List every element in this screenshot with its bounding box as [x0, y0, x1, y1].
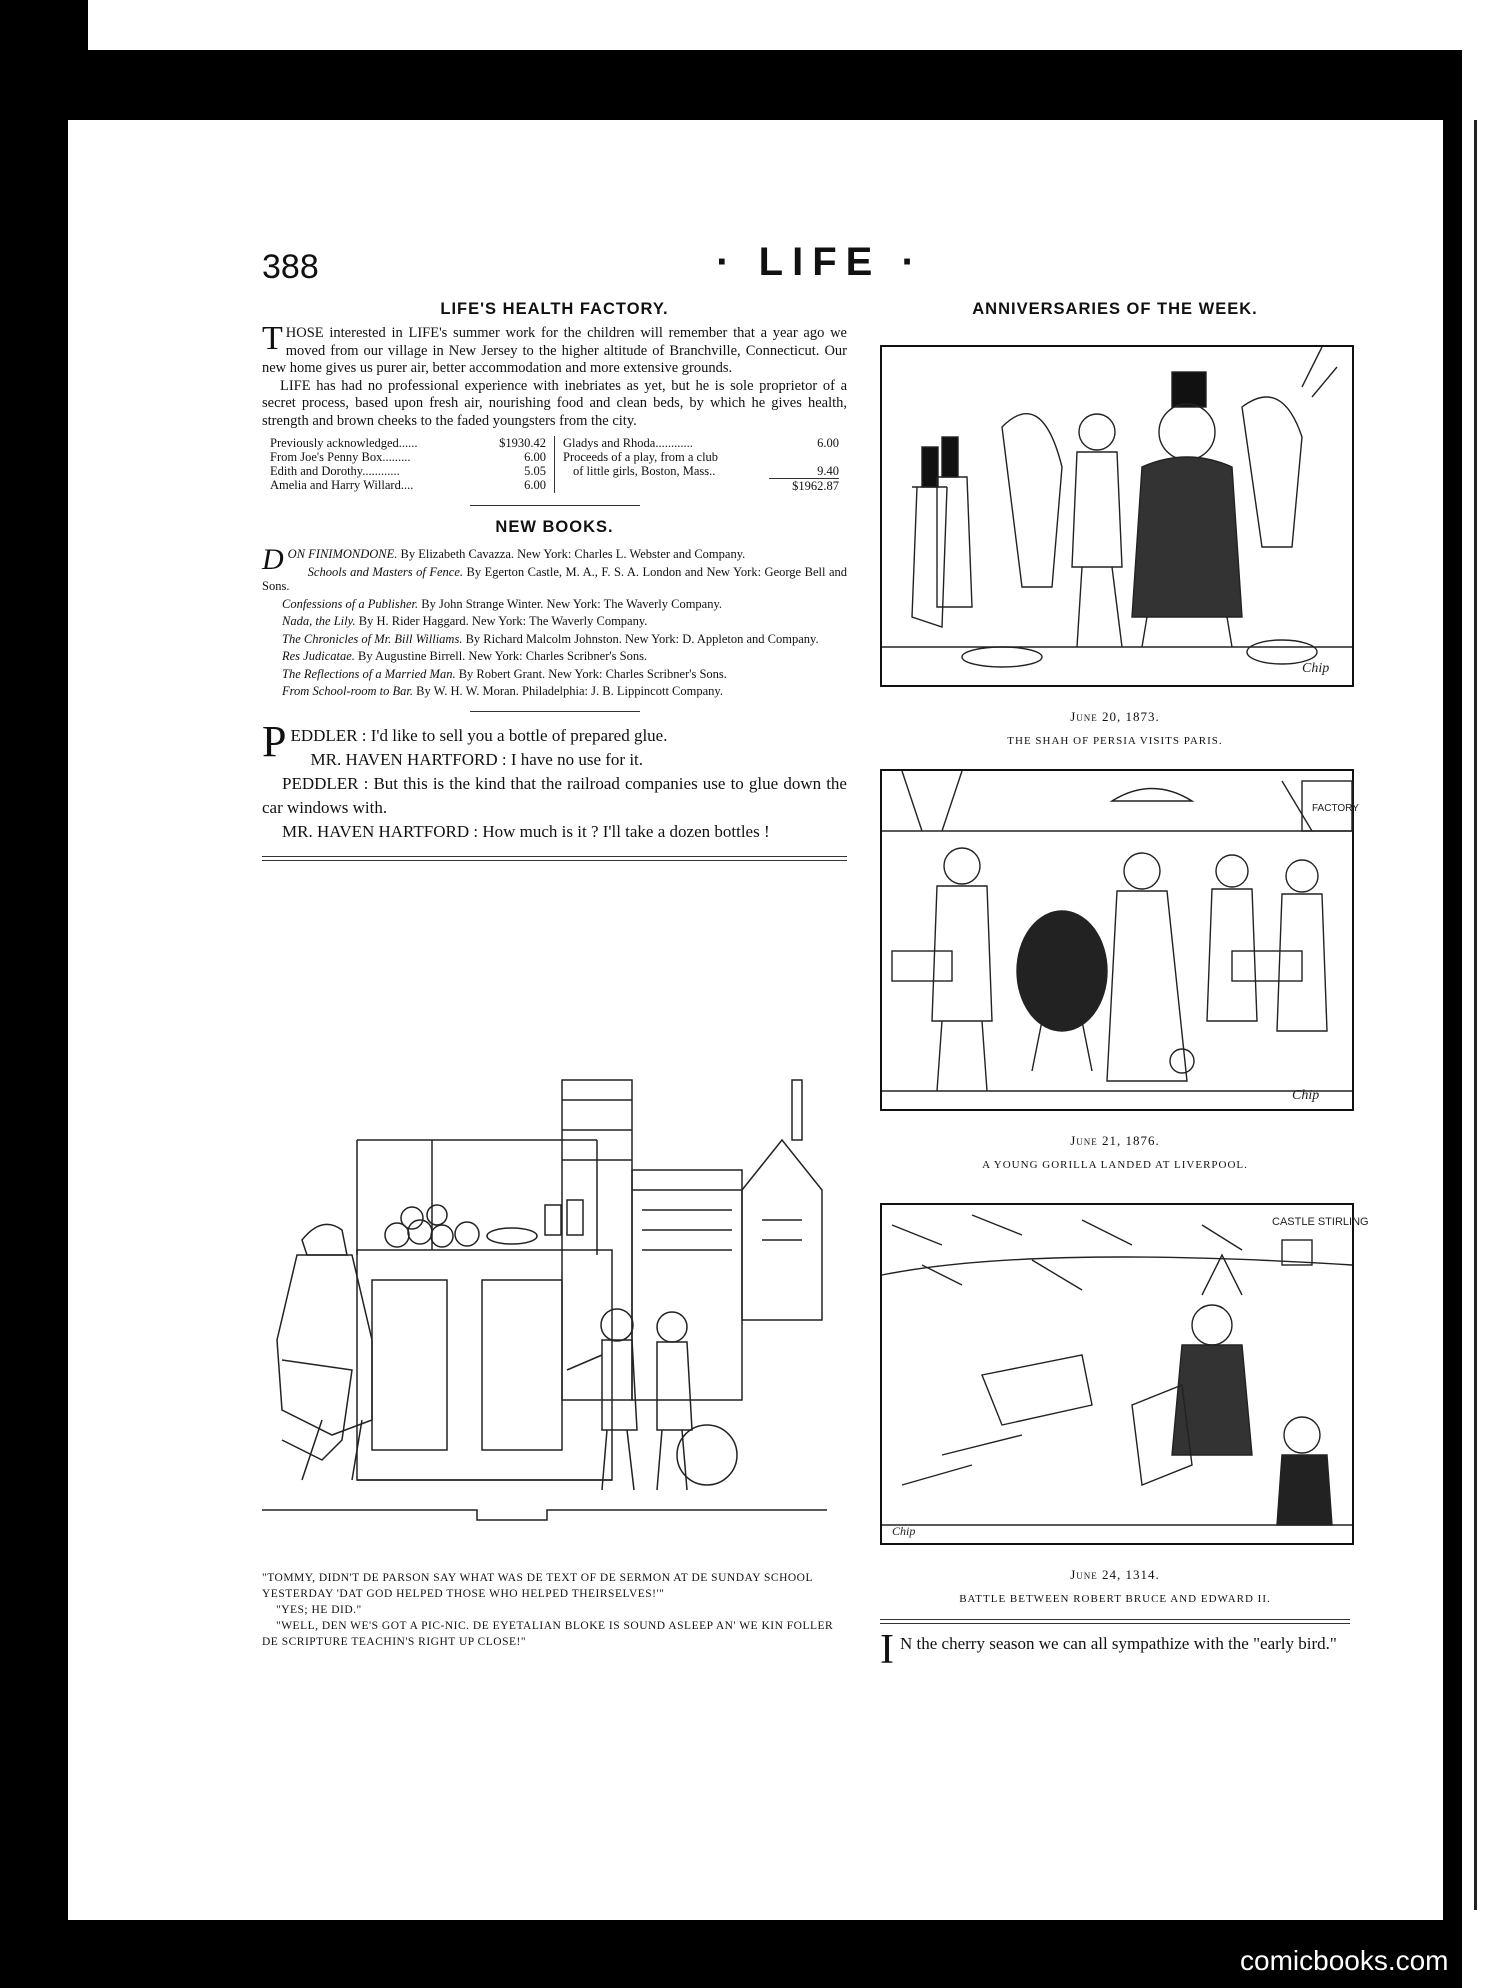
ledger-row: Amelia and Harry Willard.... 6.00 — [270, 478, 546, 492]
anniversary-date: June 20, 1873. — [1070, 709, 1160, 724]
dialogue-line: MR. HAVEN HARTFORD : I have no use for it. — [310, 749, 644, 769]
anniversary-event: A YOUNG GORILLA LANDED AT LIVERPOOL. — [982, 1159, 1248, 1171]
ledger-row: of little girls, Boston, Mass.. 9.40 — [573, 464, 839, 478]
divider — [470, 711, 640, 712]
ledger-row: Gladys and Rhoda............ 6.00 — [563, 436, 839, 450]
book-entry: Nada, the Lily. By H. Rider Haggard. New York: The Waverly Company. — [282, 614, 648, 628]
book-entry: Confessions of a Publisher. By John Strange Winter. New York: The Waverly Company. — [282, 596, 723, 611]
watermark: comicbooks.com — [1240, 1945, 1449, 1976]
shah-scene — [882, 347, 1352, 685]
cartoon-caption — [262, 1570, 847, 1650]
book-entry: The Reflections of a Married Man. By Robert Grant. New York: Charles Scribner's Sons. — [282, 666, 727, 681]
ledger-total: $1962.87 — [769, 478, 839, 493]
book-entry: DON FINIMONDONE. By Elizabeth Cavazza. New York: Charles L. Webster and Company. — [262, 543, 746, 576]
shah-illustration — [880, 345, 1354, 687]
health-factory-heading: LIFE'S HEALTH FACTORY. — [440, 300, 669, 318]
anniversary-event: BATTLE BETWEEN ROBERT BRUCE AND EDWARD II. — [959, 1593, 1271, 1605]
caption-line: "TOMMY, DIDN'T DE PARSON SAY WHAT WAS DE TEXT OF DE SERMON AT DE SUNDAY SCHOOL YESTERDAY 'DAT GOD HELPED THOSE WHO HELPED THEIRSELVES!'" — [262, 1572, 813, 1600]
book-entry: From School-room to Bar. By W. H. W. Moran. Philadelphia: J. B. Lippincott Company. — [282, 684, 723, 698]
dialogue-line: PEDDLER : I'd like to sell you a bottle of prepared glue. — [262, 716, 668, 766]
double-rule — [262, 856, 847, 861]
cherry-season-item: I N the cherry season we can all sympathize with the "early bird." — [880, 1627, 1337, 1673]
health-factory-para2: LIFE has had no professional experience with inebriates as yet, but he is sole proprietor of a secret process, based upon fresh air, nourishing food and clean beds, by which he gives health, strength and brown cheeks to the faded youngsters from the city. — [262, 377, 847, 429]
book-entry: The Chronicles of Mr. Bill Williams. By Richard Malcolm Johnston. New York: D. Appleton and Company. — [282, 631, 819, 646]
anniversary-date: June 21, 1876. — [1070, 1133, 1160, 1148]
gorilla-scene — [882, 771, 1359, 1109]
next-page-edge — [1462, 0, 1500, 1988]
page-edge-line — [1474, 120, 1477, 1910]
donation-ledger — [262, 436, 847, 493]
ledger-row: Previously acknowledged...... $1930.42 — [270, 436, 546, 450]
artist-signature: Chip — [1302, 661, 1330, 676]
gorilla-illustration — [880, 769, 1359, 1111]
dialogue-line: MR. HAVEN HARTFORD : How much is it ? I'll take a dozen bottles ! — [282, 821, 770, 841]
health-factory-para1: THOSE interested in LIFE's summer work for the children will remember that a year ago we moved from our village in New Jersey to the higher altitude of Branchville, Connecticut. Our new home gives us purer air, better accommodation and more extensive grounds. — [262, 320, 847, 376]
factory-sign: FACTORY — [1312, 803, 1359, 814]
anniversary-date: June 24, 1314. — [1070, 1567, 1160, 1582]
right-column — [880, 300, 1369, 1673]
book-list — [262, 543, 848, 699]
castle-stirling-sign: CASTLE STIRLING — [1272, 1216, 1369, 1228]
ledger-row: Edith and Dorothy............ 5.05 — [270, 464, 546, 478]
fruit-stand-illustration — [262, 1040, 847, 1560]
ledger-left — [262, 436, 554, 493]
ledger-row: From Joe's Penny Box......... 6.00 — [270, 450, 546, 464]
ledger-right — [554, 436, 847, 493]
anniversary-event: THE SHAH OF PERSIA VISITS PARIS. — [1007, 735, 1223, 747]
double-rule — [880, 1619, 1350, 1624]
book-entry: Res Judicatae. By Augustine Birrell. New York: Charles Scribner's Sons. — [282, 649, 648, 663]
battle-illustration — [880, 1203, 1369, 1545]
drop-cap: I — [880, 1627, 894, 1673]
ledger-row: Proceeds of a play, from a club — [563, 450, 719, 464]
artist-signature: Chip — [892, 1524, 916, 1538]
new-books-heading: NEW BOOKS. — [495, 518, 614, 536]
divider — [470, 505, 640, 506]
caption-line: "YES; HE DID." — [276, 1604, 362, 1616]
drop-cap: T — [262, 320, 283, 357]
masthead-title: · LIFE · — [716, 240, 924, 284]
left-column — [262, 300, 847, 861]
fruit-stand-cartoon — [262, 1040, 847, 1560]
artist-signature: Chip — [1292, 1088, 1320, 1103]
adjacent-page-strip — [88, 0, 1478, 50]
book-entry: Schools and Masters of Fence. By Egerton Castle, M. A., F. S. A. London and New York: George Bell and Sons. — [262, 564, 848, 593]
peddler-dialogue — [262, 716, 847, 844]
page-number: 388 — [262, 248, 319, 286]
dialogue-line: PEDDLER : But this is the kind that the railroad companies use to glue down the car windows with. — [262, 773, 847, 817]
caption-line: "WELL, DEN WE'S GOT A PIC-NIC. DE EYETALIAN BLOKE IS SOUND ASLEEP AN' WE KIN FOLLER DE SCRIPTURE TEACHIN'S RIGHT UP CLOSE!" — [262, 1620, 834, 1648]
anniversaries-heading: ANNIVERSARIES OF THE WEEK. — [972, 300, 1258, 318]
battle-scene — [882, 1205, 1369, 1543]
